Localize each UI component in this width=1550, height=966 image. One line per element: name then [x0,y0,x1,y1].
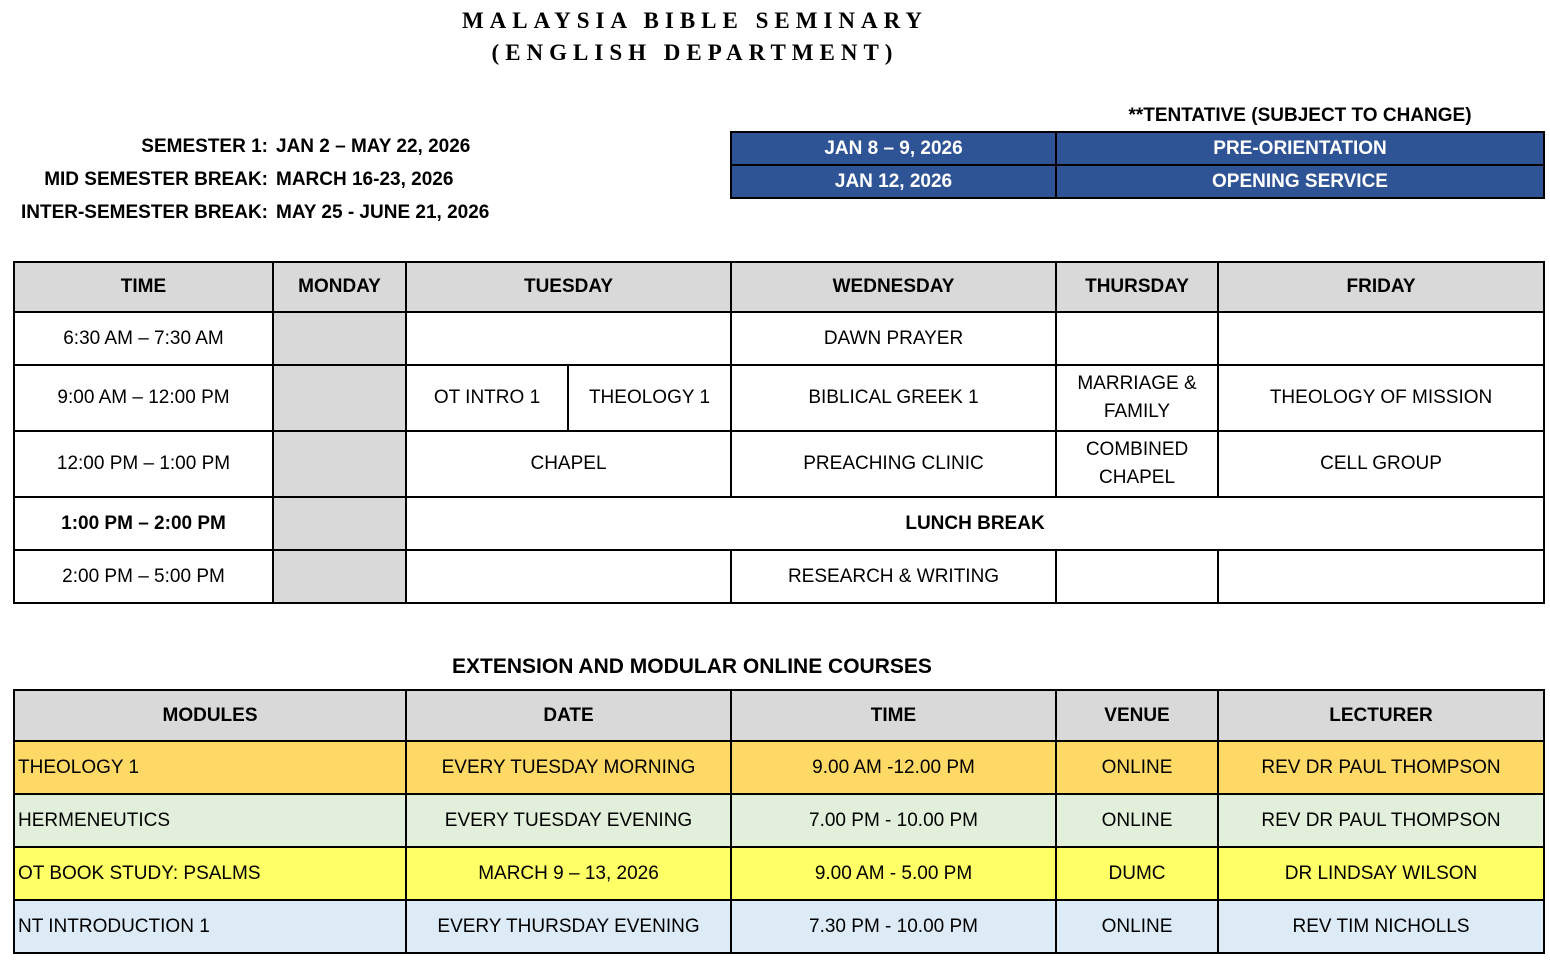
header-lecturer: LECTURER [1218,690,1544,741]
lunch-break-cell: LUNCH BREAK [406,497,1544,550]
date-cell: EVERY TUESDAY MORNING [406,741,731,794]
timetable [13,261,1545,604]
timetable-row [14,497,1544,550]
venue-cell: DUMC [1056,847,1218,900]
inter-break-value: MAY 25 - JUNE 21, 2026 [276,202,490,223]
date-cell: MARCH 9 – 13, 2026 [406,847,731,900]
extension-row [14,847,1544,900]
header-modules: MODULES [14,690,406,741]
semester-label: SEMESTER 1: [141,136,268,157]
friday-cell: CELL GROUP [1218,431,1544,497]
monday-cell [273,497,406,550]
time-cell: 12:00 PM – 1:00 PM [14,431,273,497]
extension-row [14,741,1544,794]
wednesday-cell: DAWN PRAYER [731,312,1056,365]
friday-cell [1218,550,1544,603]
event-name: PRE-ORIENTATION [1056,132,1544,165]
monday-cell [273,431,406,497]
header-date: DATE [406,690,731,741]
time-cell: 6:30 AM – 7:30 AM [14,312,273,365]
lecturer-cell: REV DR PAUL THOMPSON [1218,741,1544,794]
header-friday: FRIDAY [1218,262,1544,312]
monday-cell [273,550,406,603]
monday-cell [273,365,406,431]
header-venue: VENUE [1056,690,1218,741]
venue-cell: ONLINE [1056,900,1218,953]
time-cell: 1:00 PM – 2:00 PM [14,497,273,550]
lecturer-cell: REV TIM NICHOLLS [1218,900,1544,953]
timetable-row [14,312,1544,365]
friday-cell: THEOLOGY OF MISSION [1218,365,1544,431]
tuesday-cell: CHAPEL [406,431,731,497]
module-cell: THEOLOGY 1 [14,741,406,794]
page-title: MALAYSIA BIBLE SEMINARY [461,8,929,33]
timetable-row [14,431,1544,497]
module-cell: HERMENEUTICS [14,794,406,847]
extension-row [14,900,1544,953]
date-cell: EVERY TUESDAY EVENING [406,794,731,847]
thursday-cell [1056,312,1218,365]
module-cell: OT BOOK STUDY: PSALMS [14,847,406,900]
tentative-note: **TENTATIVE (SUBJECT TO CHANGE) [1128,105,1472,126]
thursday-cell: MARRIAGE & FAMILY [1056,365,1218,431]
tuesday-cell [406,312,731,365]
venue-cell: ONLINE [1056,794,1218,847]
extension-table [13,689,1545,954]
event-row [731,165,1544,198]
time-cell: 2:00 PM – 5:00 PM [14,550,273,603]
mid-break-label: MID SEMESTER BREAK: [44,169,268,190]
extension-header-row [14,690,1544,741]
time-cell: 7.30 PM - 10.00 PM [731,900,1056,953]
events-table [730,131,1545,199]
header-time: TIME [14,262,273,312]
mid-break-value: MARCH 16-23, 2026 [276,169,454,190]
inter-break-label: INTER-SEMESTER BREAK: [20,202,268,223]
semester-value: JAN 2 – MAY 22, 2026 [276,136,471,157]
thursday-cell: COMBINED CHAPEL [1056,431,1218,497]
timetable-row [14,550,1544,603]
event-row [731,132,1544,165]
timetable-header-row [14,262,1544,312]
date-cell: EVERY THURSDAY EVENING [406,900,731,953]
wednesday-cell: BIBLICAL GREEK 1 [731,365,1056,431]
tuesday-cell: THEOLOGY 1 [568,365,731,431]
time-cell: 7.00 PM - 10.00 PM [731,794,1056,847]
wednesday-cell: RESEARCH & WRITING [731,550,1056,603]
friday-cell [1218,312,1544,365]
lecturer-cell: DR LINDSAY WILSON [1218,847,1544,900]
event-date: JAN 12, 2026 [731,165,1056,198]
time-cell: 9.00 AM -12.00 PM [731,741,1056,794]
event-name: OPENING SERVICE [1056,165,1544,198]
time-cell: 9.00 AM - 5.00 PM [731,847,1056,900]
venue-cell: ONLINE [1056,741,1218,794]
lecturer-cell: REV DR PAUL THOMPSON [1218,794,1544,847]
tuesday-cell [406,550,731,603]
timetable-row [14,365,1544,431]
extension-row [14,794,1544,847]
extension-heading: EXTENSION AND MODULAR ONLINE COURSES [452,655,932,678]
tuesday-cell: OT INTRO 1 [406,365,568,431]
header-wednesday: WEDNESDAY [731,262,1056,312]
thursday-cell [1056,550,1218,603]
wednesday-cell: PREACHING CLINIC [731,431,1056,497]
event-date: JAN 8 – 9, 2026 [731,132,1056,165]
page-subtitle: (ENGLISH DEPARTMENT) [491,40,899,65]
header-time: TIME [731,690,1056,741]
header-thursday: THURSDAY [1056,262,1218,312]
header-tuesday: TUESDAY [406,262,731,312]
header-monday: MONDAY [273,262,406,312]
module-cell: NT INTRODUCTION 1 [14,900,406,953]
monday-cell [273,312,406,365]
time-cell: 9:00 AM – 12:00 PM [14,365,273,431]
